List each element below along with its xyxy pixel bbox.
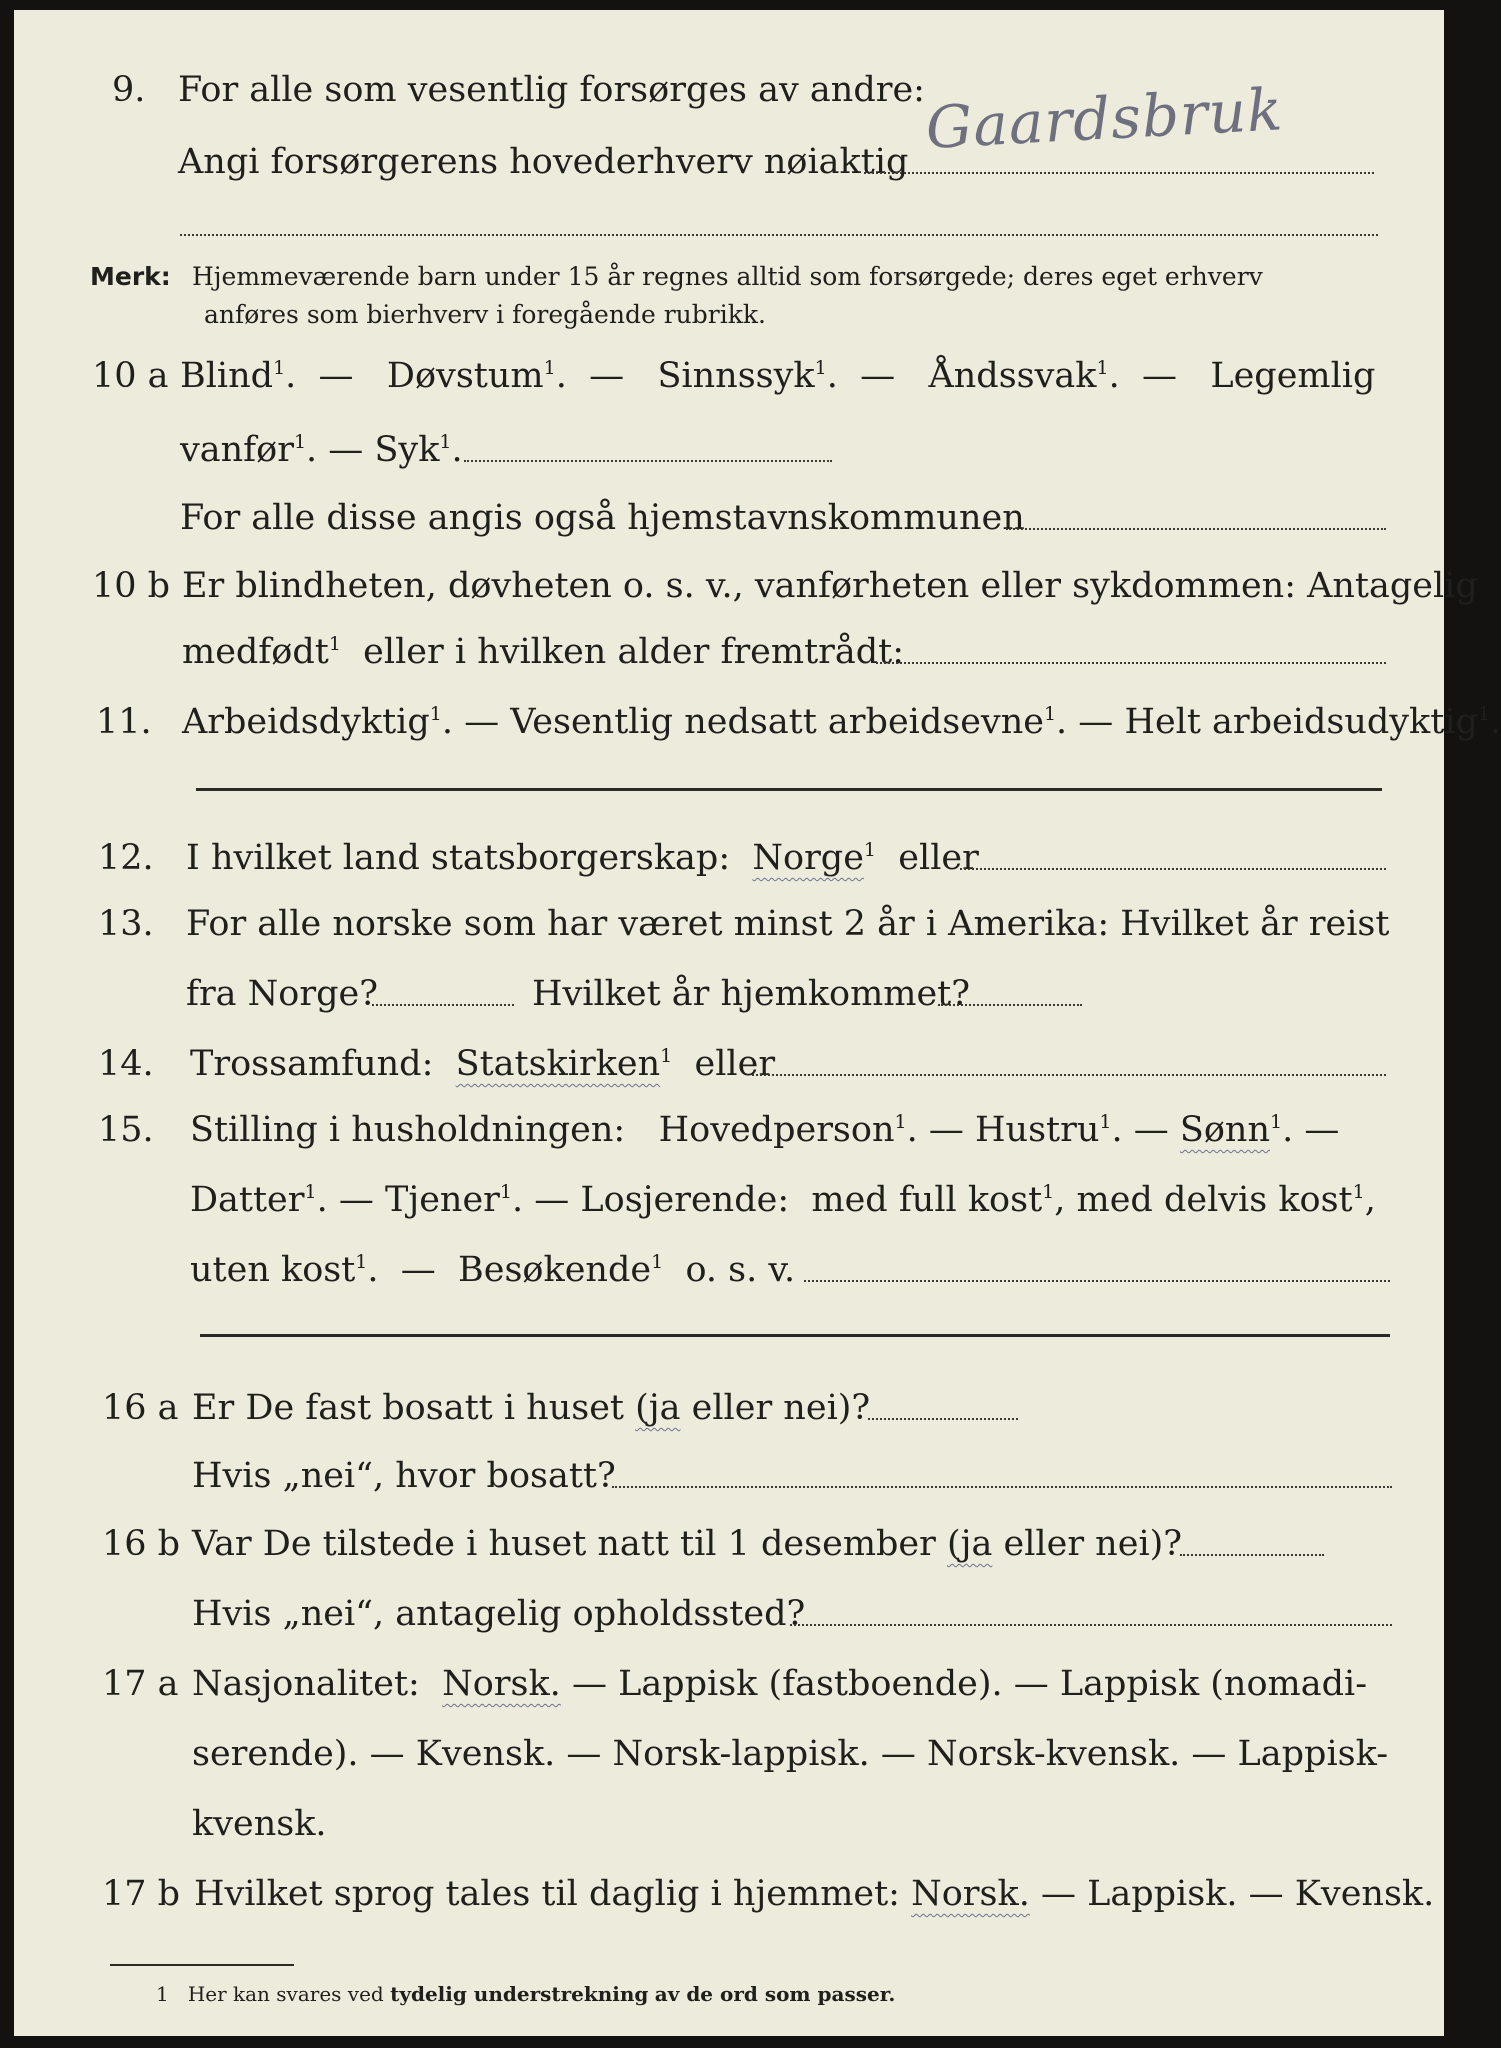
merk-text-1: Hjemmeværende barn under 15 år regnes alltid som forsørgede; deres eget erhverv <box>192 262 1263 291</box>
q10b-text-1: Er blindheten, døvheten o. s. v., vanførheten eller sykdommen: Antagelig <box>182 566 1478 606</box>
q17a-line-2 <box>14 1734 1444 1794</box>
q16b-line-1 <box>14 1524 1444 1584</box>
answer-dotted-line <box>372 1004 514 1006</box>
q17a-text-1: Nasjonalitet: Norsk. — Lappisk (fastboende). — Lappisk (nomadi- <box>192 1664 1368 1704</box>
q16a-text-2: Hvis „nei“, hvor bosatt? <box>192 1456 616 1496</box>
q15-text-3: uten kost$^1$. — Besøkende$^1$ o. s. v. <box>190 1250 796 1290</box>
question-number: 11. <box>96 702 152 742</box>
q16a-text-1: Er De fast bosatt i huset (ja eller nei)? <box>192 1388 871 1428</box>
q10b-text-2: medfødt$^1$ eller i hvilken alder fremtrådt: <box>182 632 904 672</box>
q15-text-1: Stilling i husholdningen: Hovedperson$^1$. — Hustru$^1$. — Sønn$^1$. — <box>190 1110 1340 1150</box>
q17a-text-3: kvensk. <box>192 1804 327 1844</box>
q10a-options: Blind$^1$. — Døvstum$^1$. — Sinnssyk$^1$. — Åndssvak$^1$. — Legemlig <box>180 356 1376 396</box>
answer-dotted-line <box>180 234 1378 236</box>
answer-dotted-line <box>960 868 1386 870</box>
q12-line <box>14 838 1444 898</box>
answer-dotted-line <box>804 1280 1390 1282</box>
q17a-text-2: serende). — Kvensk. — Norsk-lappisk. — Norsk-kvensk. — Lappisk- <box>192 1734 1389 1774</box>
footnote-rule <box>110 1964 294 1966</box>
question-number: 17 b <box>102 1874 181 1914</box>
question-number: 15. <box>98 1110 154 1150</box>
q9-text-1: For alle som vesentlig forsørges av andre: <box>178 70 925 110</box>
q14-text: Trossamfund: Statskirken$^1$ eller <box>190 1044 776 1084</box>
question-number: 12. <box>98 838 154 878</box>
answer-dotted-line <box>864 172 1374 174</box>
answer-dotted-line <box>876 662 1386 664</box>
question-number: 10 b <box>92 566 171 606</box>
answer-dotted-line <box>1180 1554 1324 1556</box>
q15-line-3 <box>14 1250 1444 1310</box>
answer-dotted-line <box>938 1004 1082 1006</box>
q16a-line-2 <box>14 1456 1444 1516</box>
q13-line-1 <box>14 904 1444 964</box>
q15-line-2 <box>14 1180 1444 1240</box>
q9-line-2 <box>14 142 1444 202</box>
q15-line-1 <box>14 1110 1444 1170</box>
q13-line-2 <box>14 974 1444 1034</box>
answer-dotted-line <box>1006 528 1386 530</box>
q17a-line-3 <box>14 1804 1444 1864</box>
census-form-page <box>14 10 1501 2036</box>
q10b-line-2 <box>14 632 1444 692</box>
q9-handwritten-answer: Gaardsbruk <box>924 75 1285 162</box>
q13-text-hjem: Hvilket år hjemkommet? <box>532 974 971 1014</box>
q10a-line-1 <box>14 356 1444 416</box>
q10a-line-3 <box>14 498 1444 558</box>
q13-text-fra: fra Norge? <box>186 974 378 1014</box>
separator-rule <box>196 788 1382 791</box>
question-number: 10 a <box>92 356 169 396</box>
q11-line <box>14 702 1501 762</box>
question-number: 13. <box>98 904 154 944</box>
merk-label: Merk: <box>90 262 171 291</box>
q15-text-2: Datter$^1$. — Tjener$^1$. — Losjerende: med full kost$^1$, med delvis kost$^1$, <box>190 1180 1376 1220</box>
q17b-line <box>14 1874 1444 1934</box>
answer-dotted-line <box>464 460 832 462</box>
question-number: 14. <box>98 1044 154 1084</box>
q16a-line-1 <box>14 1388 1444 1448</box>
q10a-options-2: vanfør$^1$. — Syk$^1$. <box>180 430 463 470</box>
question-number: 16 b <box>102 1524 181 1564</box>
question-number: 16 a <box>102 1388 179 1428</box>
q9-text-2: Angi forsørgerens hovederhverv nøiaktig <box>178 142 909 182</box>
q16b-text-2: Hvis „nei“, antagelig opholdssted? <box>192 1594 806 1634</box>
q17b-text: Hvilket sprog tales til daglig i hjemmet: Norsk. — Lappisk. — Kvensk. <box>194 1874 1435 1914</box>
footnote: 1 Her kan svares ved tydelig understrekning av de ord som passer. <box>156 1982 896 2006</box>
question-number: 9. <box>112 70 146 110</box>
merk-text-2: anføres som bierhverv i foregående rubrikk. <box>204 300 766 329</box>
q14-line <box>14 1044 1444 1104</box>
answer-dotted-line <box>752 1074 1386 1076</box>
q13-text-1: For alle norske som har været minst 2 år i Amerika: Hvilket år reist <box>186 904 1390 944</box>
separator-rule <box>200 1334 1390 1337</box>
q16b-text-1: Var De tilstede i huset natt til 1 desember (ja eller nei)? <box>192 1524 1183 1564</box>
question-number: 17 a <box>102 1664 179 1704</box>
answer-dotted-line <box>612 1486 1392 1488</box>
q10b-line-1 <box>14 566 1478 626</box>
q12-text: I hvilket land statsborgerskap: Norge$^1$ eller <box>186 838 979 878</box>
q10a-line-2 <box>14 430 1444 490</box>
q17a-line-1 <box>14 1664 1444 1724</box>
q11-options: Arbeidsdyktig$^1$. — Vesentlig nedsatt arbeidsevne$^1$. — Helt arbeidsudyktig$^1$. <box>182 702 1501 742</box>
answer-dotted-line <box>868 1418 1018 1420</box>
answer-dotted-line <box>790 1624 1392 1626</box>
q16b-line-2 <box>14 1594 1444 1654</box>
q10a-text-3: For alle disse angis også hjemstavnskommunen <box>180 498 1025 538</box>
